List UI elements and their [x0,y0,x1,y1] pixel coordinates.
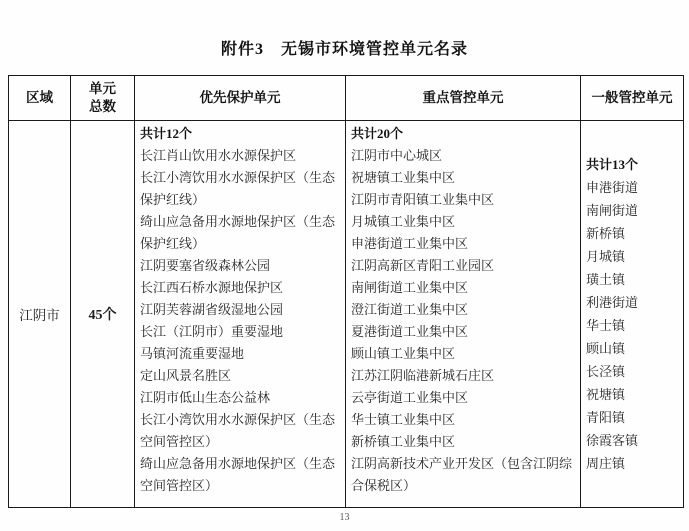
list-item: 长江西石桥水源地保护区 [140,280,284,295]
general-units-cell [581,121,684,508]
list-item: 长江小湾饮用水水源保护区（生态空间管控区） [140,412,336,449]
list-item: 江阴要塞省级森林公园 [140,258,271,273]
list-item: 夏港街道工业集中区 [351,324,469,339]
list-item: 江苏江阴临港新城石庄区 [351,368,495,383]
list-item: 澄江街道工业集中区 [351,302,469,317]
list-item: 南闸街道 [586,203,639,218]
col-header-key [346,76,581,121]
list-item: 华士镇工业集中区 [351,412,456,427]
col-header-priority [135,76,346,121]
key-summary: 共计20个 [351,126,404,141]
general-summary: 共计13个 [586,157,639,172]
list-item: 华士镇 [586,318,626,333]
general-units-list [586,176,678,475]
page-title: 附件3 无锡市环境管控单元名录 [220,41,468,58]
list-item: 江阴高新技术产业开发区（包含江阴综合保税区） [351,456,573,493]
priority-units-list [140,145,340,497]
list-item: 申港街道 [586,180,639,195]
list-item: 江阴市中心城区 [351,148,443,163]
table-header-row [9,76,684,121]
list-item: 顾山镇 [586,341,626,356]
region-cell [9,121,71,508]
list-item: 江阴市低山生态公益林 [140,390,271,405]
list-item: 利港街道 [586,295,639,310]
priority-summary: 共计12个 [140,126,193,141]
list-item: 顾山镇工业集中区 [351,346,456,361]
priority-units-cell [135,121,346,508]
list-item: 长泾镇 [586,364,626,379]
total-units-cell [71,121,135,508]
col-header-general [581,76,684,121]
col-header-total [71,76,135,121]
list-item: 月城镇工业集中区 [351,214,456,229]
list-item: 周庄镇 [586,456,626,471]
page-number: 13 [339,512,350,523]
list-item: 新桥镇 [586,226,626,241]
list-item: 月城镇 [586,249,626,264]
list-item: 长江（江阴市）重要湿地 [140,324,284,339]
col-header-general-label: 一般管控单元 [591,90,673,105]
key-units-list [351,145,575,497]
list-item: 青阳镇 [586,410,626,425]
total-units-label: 45个 [88,308,117,323]
col-header-key-label: 重点管控单元 [422,90,504,105]
key-units-cell [346,121,581,508]
list-item: 江阴市青阳镇工业集中区 [351,192,495,207]
list-item: 祝塘镇工业集中区 [351,170,456,185]
list-item: 长江肖山饮用水水源保护区 [140,148,297,163]
list-item: 江阴芙蓉湖省级湿地公园 [140,302,284,317]
col-header-priority-label: 优先保护单元 [199,90,281,105]
list-item: 申港街道工业集中区 [351,236,469,251]
list-item: 长江小湾饮用水水源保护区（生态保护红线） [140,170,336,207]
list-item: 绮山应急备用水源地保护区（生态保护红线） [140,214,336,251]
table-row-jiangyin [9,121,684,508]
list-item: 新桥镇工业集中区 [351,434,456,449]
list-item: 定山风景名胜区 [140,368,232,383]
list-item: 璜土镇 [586,272,626,287]
control-units-table [8,75,684,508]
col-header-region-label: 区域 [26,90,53,105]
list-item: 徐霞客镇 [586,433,639,448]
list-item: 马镇河流重要湿地 [140,346,245,361]
list-item: 南闸街道工业集中区 [351,280,469,295]
list-item: 祝塘镇 [586,387,626,402]
col-header-total-label: 单元总数 [89,81,116,114]
list-item: 绮山应急备用水源地保护区（生态空间管控区） [140,456,336,493]
list-item: 云亭街道工业集中区 [351,390,469,405]
list-item: 江阴高新区青阳工业园区 [351,258,495,273]
col-header-region [9,76,71,121]
region-label: 江阴市 [19,308,60,323]
